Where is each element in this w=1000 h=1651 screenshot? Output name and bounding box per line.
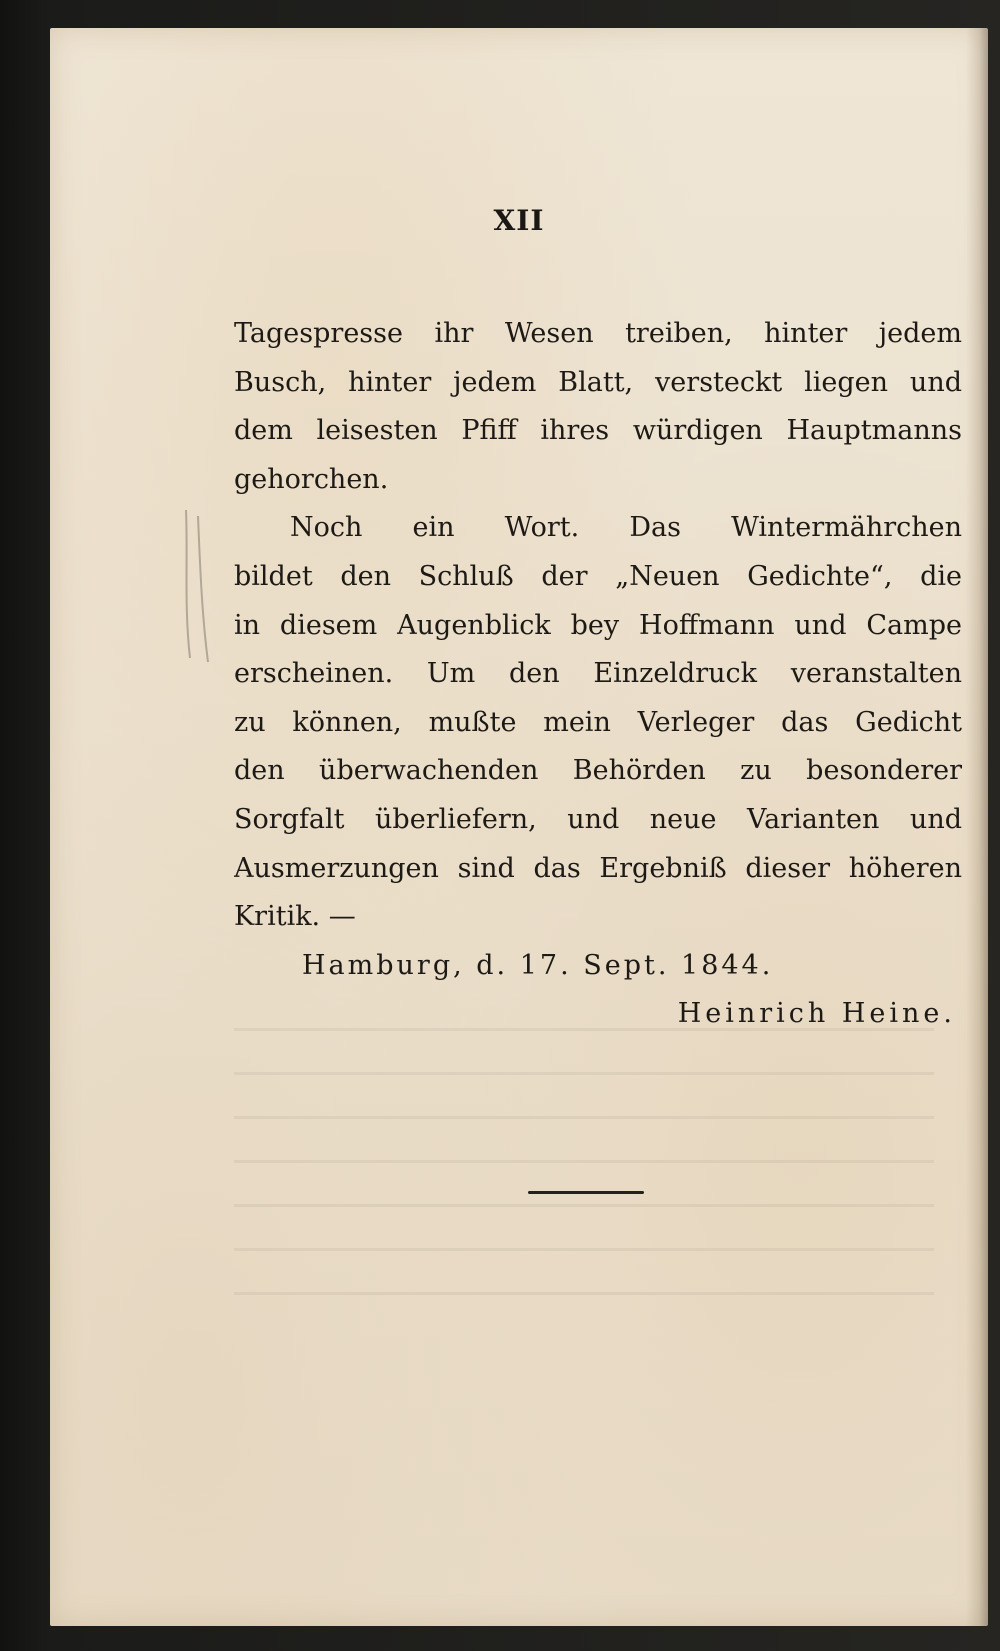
show-through-text — [234, 1028, 934, 1328]
text-line: Ausmerzungen sind das Ergebniß dieser höheren — [234, 852, 962, 884]
text-line: Busch, hinter jedem Blatt, versteckt liegen und — [234, 366, 962, 398]
author-signature: Heinrich Heine. — [677, 998, 956, 1030]
text-line: gehorchen. — [234, 463, 389, 495]
book-page — [50, 28, 988, 1626]
text-line: erscheinen. Um den Einzeldruck veranstalten — [234, 658, 962, 690]
text-line: den überwachenden Behörden zu besonderer — [234, 755, 962, 787]
pencil-mark — [178, 506, 218, 666]
text-line: bildet den Schluß der „Neuen Gedichte“, die — [234, 560, 962, 592]
text-line: Kritik. — — [234, 901, 356, 933]
text-line: Noch ein Wort. Das Wintermährchen — [290, 512, 962, 544]
place-and-date: Hamburg, d. 17. Sept. 1844. — [302, 949, 774, 981]
text-line: Sorgfalt überliefern, und neue Varianten und — [234, 803, 962, 835]
closing-rule — [528, 1191, 644, 1194]
text-line: Tagespresse ihr Wesen treiben, hinter jedem — [234, 318, 962, 349]
text-line: dem leisesten Pfiff ihres würdigen Hauptmanns — [234, 415, 962, 447]
body-text — [234, 310, 962, 1039]
text-line: in diesem Augenblick bey Hoffmann und Campe — [234, 609, 962, 641]
page-number: XII — [493, 204, 545, 237]
text-line: zu können, mußte mein Verleger das Gedicht — [234, 706, 962, 738]
page-edge-shadow — [966, 28, 988, 1626]
